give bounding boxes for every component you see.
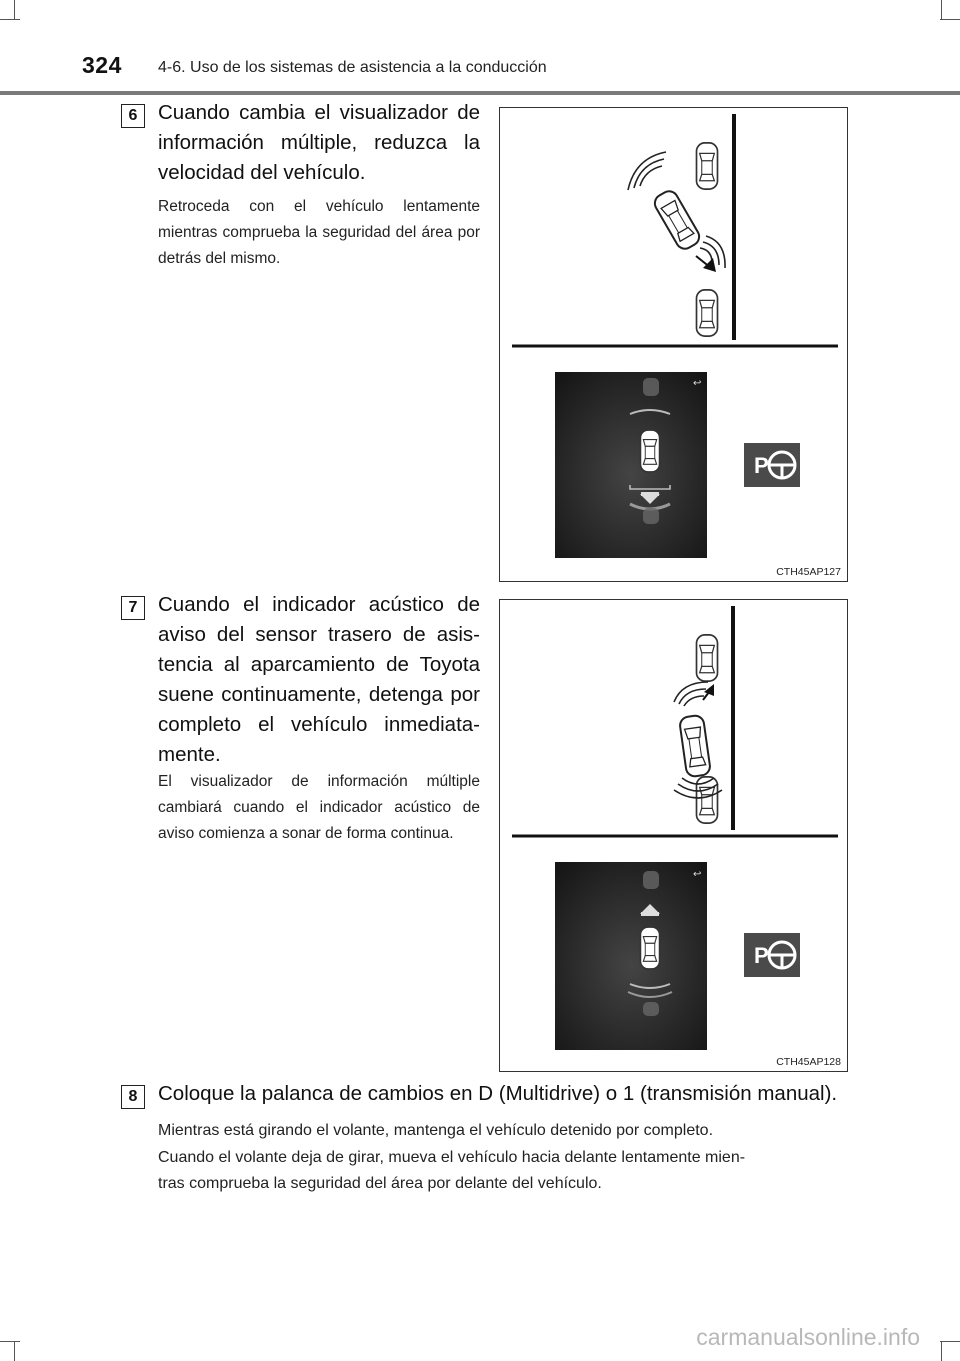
step-8-body [158, 1118, 848, 1198]
multi-info-display [555, 862, 707, 1050]
figure-code: CTH45AP127 [776, 566, 841, 578]
crop-mark [14, 1341, 15, 1361]
crop-mark [0, 1341, 20, 1342]
step-8-title: Coloque la palanca de cambios en D (Multidrive) o 1 (transmisión manual). [158, 1082, 838, 1105]
step-number-7: 7 [121, 596, 145, 620]
step-8-body-line: Mientras está girando el volante, mantenga el vehículo detenido por completo. [158, 1122, 714, 1139]
watermark: carmanualsonline.info [696, 1324, 920, 1350]
figure-step-7 [499, 599, 848, 1072]
multi-info-display [555, 372, 707, 558]
return-icon: ↩ [693, 378, 702, 389]
step-8-body-line: Cuando el volante deja de girar, mueva el vehículo hacia delante lentamente mien- [158, 1148, 746, 1166]
parking-assist-icon [744, 933, 800, 977]
step-number-8: 8 [121, 1085, 145, 1109]
step-7-title: Cuando el indicador acústico de aviso del sensor trasero de asis-tencia al aparcamiento de Toyota suene continuamente, detenga por completo el vehículo inmediata-mente. [158, 593, 480, 766]
svg-text:P: P [754, 943, 769, 968]
section-title: 4-6. Uso de los sistemas de asistencia a la conducción [158, 59, 547, 76]
step-7-body: El visualizador de información múltiple cambiará cuando el indicador acústico de aviso comienza a sonar de forma continua. [158, 773, 480, 842]
svg-text:P: P [754, 453, 769, 478]
crop-mark [941, 1341, 942, 1361]
step-6-title: Cuando cambia el visualizador de información múltiple, reduzca la velocidad del vehículo. [158, 101, 480, 184]
header-rule [0, 91, 960, 95]
step-8-body-line: tras comprueba la seguridad del área por delante del vehículo. [158, 1175, 602, 1192]
return-icon: ↩ [693, 869, 702, 880]
figure-code: CTH45AP128 [776, 1056, 841, 1068]
crop-mark [14, 0, 15, 20]
parking-diagram-7 [500, 600, 848, 1072]
crop-mark [940, 1341, 960, 1342]
step-6-body: Retroceda con el vehículo lentamente mientras comprueba la seguridad del área por detrás del mismo. [158, 198, 480, 267]
step-number-6: 6 [121, 104, 145, 128]
parking-assist-icon [744, 443, 800, 487]
crop-mark [940, 19, 960, 20]
parking-diagram-6 [500, 108, 848, 582]
crop-mark [941, 0, 942, 20]
figure-step-6 [499, 107, 848, 582]
crop-mark [0, 19, 20, 20]
page-number: 324 [82, 52, 122, 78]
